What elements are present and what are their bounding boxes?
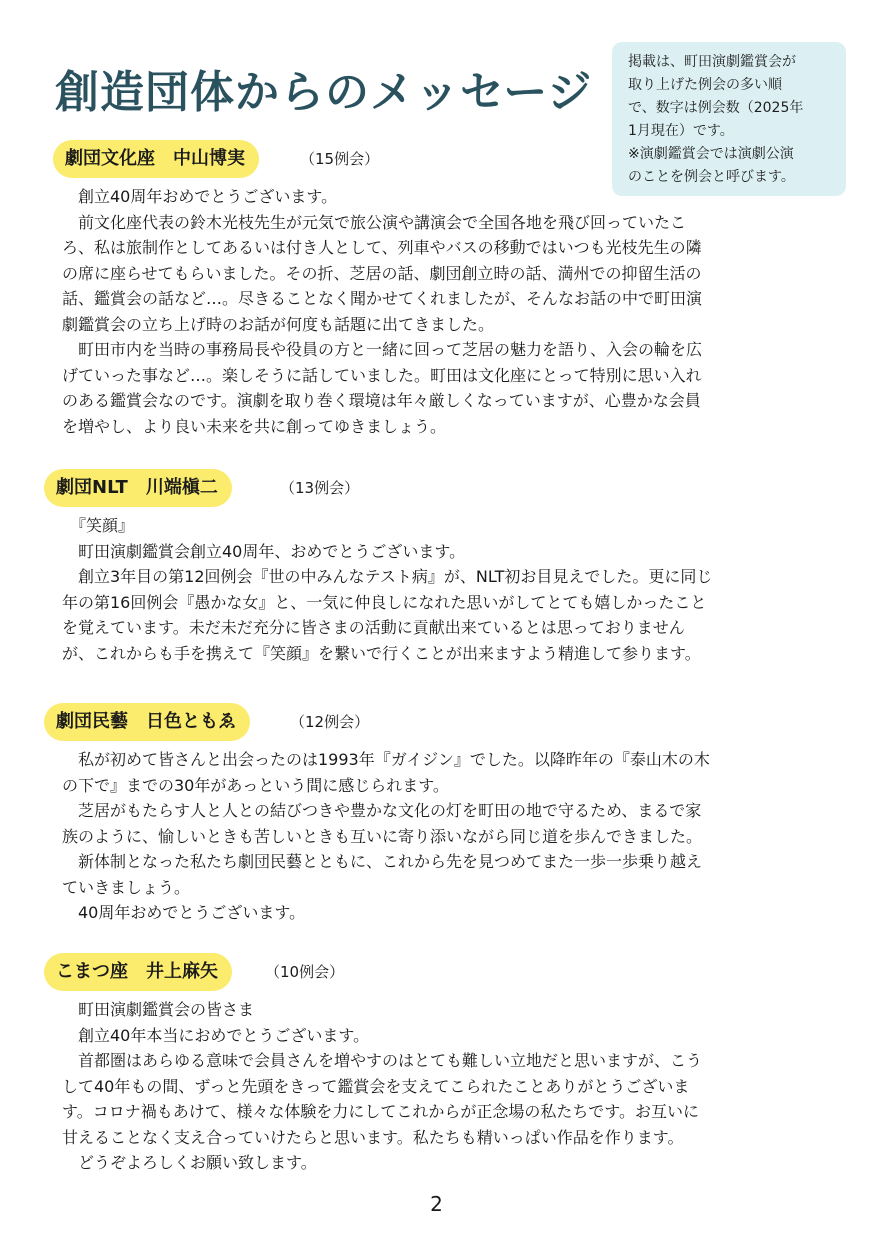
performance-count: （13例会） bbox=[280, 479, 360, 497]
message-line: 創立40年本当におめでとうございます。 bbox=[62, 1025, 370, 1045]
message-line: 創立40周年おめでとうございます。 bbox=[62, 187, 338, 206]
message-body bbox=[62, 184, 838, 439]
performance-count: （10例会） bbox=[265, 963, 345, 981]
message-line: 私が初めて皆さんと出会ったのは1993年『ガイジン』でした。以降昨年の『泰山木の木 bbox=[62, 750, 710, 769]
note-box bbox=[612, 42, 846, 196]
message-line: どうぞよろしくお願い致します。 bbox=[62, 1153, 317, 1172]
page-number: 2 bbox=[430, 1192, 443, 1216]
message-line: ていきましょう。 bbox=[62, 877, 191, 897]
author-badge: 劇団NLT 川端槇二 bbox=[44, 469, 232, 507]
message-body bbox=[62, 997, 838, 1176]
message-body bbox=[62, 513, 838, 666]
message-line: を覚えています。未だ未だ充分に皆さまの活動に貢献出来ているとは思っておりません bbox=[62, 618, 685, 637]
message-line: ろ、私は旅制作としてあるいは付き人として、列車やバスの移動ではいつも光枝先生の隣 bbox=[62, 238, 702, 257]
note-line: 1月現在）です。 bbox=[628, 123, 734, 139]
message-line: 町田市内を当時の事務局長や役員の方と一緒に回って芝居の魅力を語り、入会の輪を広 bbox=[62, 340, 703, 359]
message-line: の下で』までの30年があっという間に感じられます。 bbox=[62, 775, 449, 795]
performance-count: （15例会） bbox=[300, 150, 380, 168]
message-line: 甘えることなく支え合っていけたらと思います。私たちも精いっぱい作品を作ります。 bbox=[62, 1127, 684, 1147]
message-line: げていった事など…。楽しそうに話していました。町田は文化座にとって特別に思い入れ bbox=[62, 365, 702, 385]
message-line: 新体制となった私たち劇団民藝とともに、これから先を見つめてまた一歩一歩乗り越え bbox=[62, 852, 703, 871]
message-line: して40年もの間、ずっと先頭をきって鑑賞会を支えてこられたことありがとうございま bbox=[62, 1076, 690, 1096]
message-line: が、これからも手を携えて『笑顔』を繋いで行くことが出来ますよう精進して参ります。 bbox=[62, 643, 701, 663]
note-line: のことを例会と呼びます。 bbox=[628, 169, 795, 185]
message-line: の席に座らせてもらいました。その折、芝居の話、劇団創立時の話、満州での抑留生活の bbox=[62, 263, 702, 283]
note-line: ※演劇鑑賞会では演劇公演 bbox=[628, 146, 794, 162]
message-line: 年の第16回例会『愚かな女』と、一気に仲良しになれた思いがしてとても嬉しかったこと bbox=[62, 592, 707, 612]
message-line: 族のように、愉しいときも苦しいときも互いに寄り添いながら同じ道を歩んできました。 bbox=[62, 826, 703, 846]
message-line: 町田演劇鑑賞会創立40周年、おめでとうございます。 bbox=[62, 541, 466, 561]
message-line: 劇鑑賞会の立ち上げ時のお話が何度も話題に出てきました。 bbox=[62, 314, 495, 334]
page-title: 創造団体からのメッセージ bbox=[55, 67, 593, 118]
message-line: 創立3年目の第12回例会『世の中みんなテスト病』が、NLT初お目見えでした。更に同じ bbox=[62, 567, 713, 586]
author-badge: 劇団文化座 中山博実 bbox=[53, 140, 259, 178]
message-line: 前文化座代表の鈴木光枝先生が元気で旅公演や講演会で全国各地を飛び回っていたこ bbox=[62, 212, 687, 232]
message-line: のある鑑賞会なのです。演劇を取り巻く環境は年々厳しくなっていますが、心豊かな会員 bbox=[62, 391, 701, 410]
author-badge: こまつ座 井上麻矢 bbox=[44, 953, 232, 991]
message-line: す。コロナ禍もあけて、様々な体験を力にしてこれからが正念場の私たちです。お互いに bbox=[62, 1102, 699, 1121]
message-line: 首都圏はあらゆる意味で会員さんを増やすのはとても難しい立地だと思いますが、こう bbox=[62, 1051, 703, 1070]
note-line: 掲載は、町田演劇鑑賞会が bbox=[628, 54, 796, 70]
message-line: 40周年おめでとうございます。 bbox=[62, 903, 306, 922]
message-body bbox=[62, 747, 838, 926]
message-line: を増やし、より良い未来を共に創ってゆきましょう。 bbox=[62, 416, 447, 436]
message-line: 『笑顔』 bbox=[62, 516, 135, 535]
message-line: 芝居がもたらす人と人との結びつきや豊かな文化の灯を町田の地で守るため、まるで家 bbox=[62, 801, 702, 820]
message-line: 町田演劇鑑賞会の皆さま bbox=[62, 1000, 255, 1019]
note-line: 取り上げた例会の多い順 bbox=[628, 77, 782, 93]
performance-count: （12例会） bbox=[290, 713, 370, 731]
message-line: 話、鑑賞会の話など…。尽きることなく聞かせてくれましたが、そんなお話の中で町田演 bbox=[62, 289, 703, 308]
author-badge: 劇団民藝 日色ともゑ bbox=[44, 703, 250, 741]
note-line: で、数字は例会数（2025年 bbox=[628, 100, 804, 116]
